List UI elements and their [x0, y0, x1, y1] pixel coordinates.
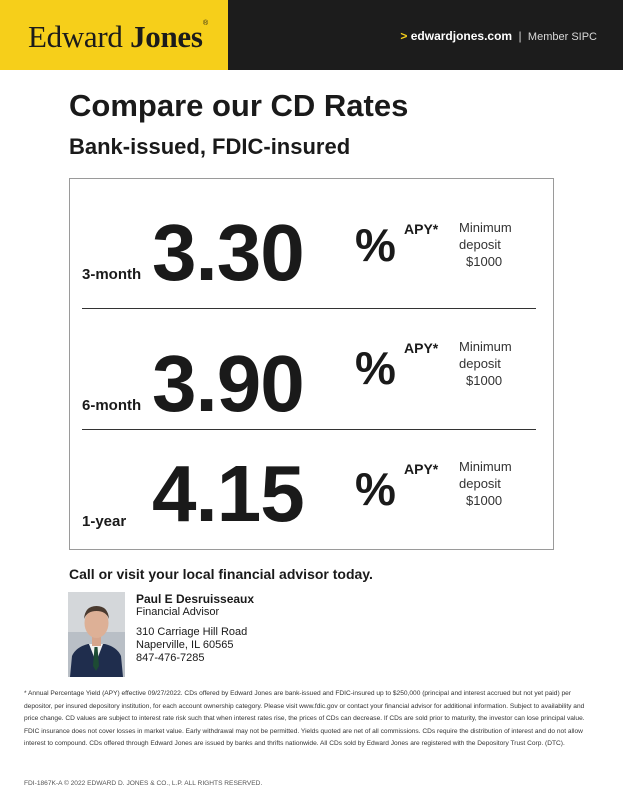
apy-label: APY* [404, 340, 439, 356]
arrow-icon: > [400, 29, 408, 43]
disclaimer-text: * Annual Percentage Yield (APY) effective 09/27/2022. CDs offered by Edward Jones are bank-issued and FDIC-insured up to $250,000 (principal and interest accrued but not yet paid) per depositor, per insured depository institution, for each account ownership category. Please visit www.fdic.gov or contact your financial advisor for additional information. Subject to availability and price change. CD values are subject to interest rate risk such that when interest rates rise, the prices of CDs can decrease. If CDs are sold prior to maturity, the investor can lose principal value. FDIC insurance does not cover losses in market value. Early withdrawal may not be permitted. Yields quoted are net of all commissions. CDs require the distribution of interest and do not allow interest to compound. CDs offered through Edward Jones are issued by banks and thrifts nationwide. All CDs sold by Edward Jones are registered with the Depository Trust Corp. (DTC). [24, 690, 585, 748]
min-amount: $1000 [466, 373, 503, 388]
term-label: 3-month [82, 266, 142, 283]
advisor-phone[interactable]: 847-476-7285 [136, 652, 205, 664]
min-label-2: deposit [459, 356, 501, 371]
website-link[interactable]: edwardjones.com [410, 29, 513, 43]
min-label-1: Minimum [459, 339, 512, 354]
min-label-2: deposit [459, 237, 501, 252]
minimum-deposit [459, 458, 529, 509]
member-sipc: Member SIPC [527, 31, 597, 43]
separator: | [518, 29, 522, 43]
minimum-deposit [459, 338, 529, 389]
apy-label: APY* [404, 221, 439, 237]
logo-first-word: Edward [28, 19, 123, 54]
advisor-info [136, 593, 254, 665]
rates-table [69, 178, 554, 550]
rate-row-6-month [70, 300, 553, 428]
page-title: Compare our CD Rates [69, 88, 409, 123]
min-label-2: deposit [459, 476, 501, 491]
min-amount: $1000 [466, 493, 503, 508]
footer-copyright: FDI-1867K-A © 2022 EDWARD D. JONES & CO., L.P. ALL RIGHTS RESERVED. [24, 780, 263, 787]
advisor-photo [68, 592, 125, 677]
rate-value: 3.30 [152, 208, 304, 297]
advisor-name: Paul E Desruisseaux [136, 592, 255, 606]
header-bar [0, 0, 623, 70]
min-label-1: Minimum [459, 459, 512, 474]
registered-mark: ® [203, 20, 209, 27]
logo-second-word: Jones [130, 19, 203, 54]
rate-row-3-month [70, 179, 553, 299]
edward-jones-logo[interactable] [0, 0, 228, 70]
advisor-title: Financial Advisor [136, 606, 220, 618]
minimum-deposit [459, 219, 529, 270]
term-label: 6-month [82, 397, 142, 414]
call-to-action: Call or visit your local financial advisor today. [69, 566, 373, 582]
rate-row-1-year [70, 421, 553, 541]
min-label-1: Minimum [459, 220, 512, 235]
percent-sign: % [355, 463, 396, 515]
header-dark-panel [228, 0, 623, 70]
term-label: 1-year [82, 513, 127, 530]
advisor-address-1: 310 Carriage Hill Road [136, 626, 248, 638]
site-line [400, 29, 597, 43]
rate-value: 4.15 [152, 449, 304, 538]
min-amount: $1000 [466, 254, 503, 269]
percent-sign: % [355, 342, 396, 394]
page-subtitle: Bank-issued, FDIC-insured [69, 134, 351, 159]
rate-value: 3.90 [152, 339, 304, 428]
advisor-portrait-icon [68, 592, 125, 677]
advisor-address-2: Naperville, IL 60565 [136, 639, 234, 651]
percent-sign: % [355, 219, 396, 271]
apy-label: APY* [404, 461, 439, 477]
